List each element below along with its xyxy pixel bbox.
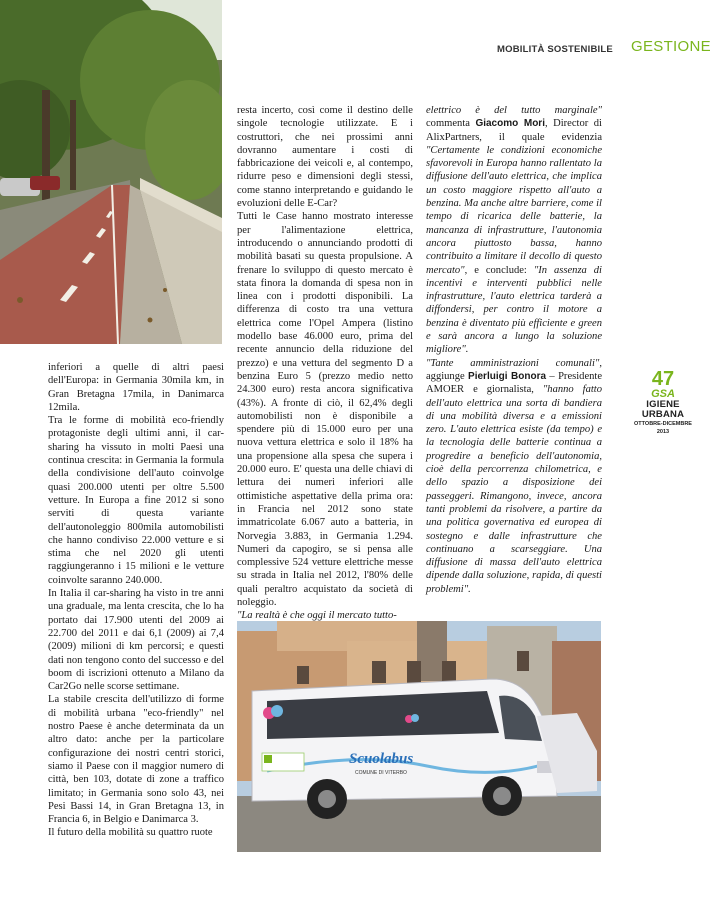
text-column-1 <box>48 361 224 840</box>
quote-text: elettrico è del tutto marginale" <box>426 105 602 116</box>
quote-text: "In assenza di incentivi e interventi pubblici nelle infrastrutture, l'auto elettrica tarderà a diffondersi, per contro il motore a benzina è diventato più efficiente e green e sarà ancora a lungo la soluzione migliore". <box>426 264 602 356</box>
text: , aggiunge <box>426 357 602 382</box>
quote-text: "Tante amministrazioni comunali" <box>426 357 600 369</box>
text: – Presidente AMOER e giornalista, <box>426 370 603 396</box>
quote-text: "hanno fatto dell'auto elettrica una sorta di bandiera di una mobilità diversa e a emissioni zero. L'auto elettrica esiste (da tempo) e la tecnologia delle batterie continua a progredire a beneficio dell'autonomia, cioè della percorrenza chilometrica, e dello spazio a disposizione dei passeggeri. Rimangono, invece, ancora tanti problemi da risolvere, a partire da una politica governativa ed europea di sostegno e dalle infrastrutture che continuano a scarseggiare. Una diffusione di massa dell'auto elettrica dipende dalla soluzione, rapida, di questi problemi". <box>426 384 602 595</box>
quote-text: "La realtà è che oggi il mercato tutto- <box>237 610 397 622</box>
paragraph: Il futuro della mobilità su quattro ruote <box>48 827 213 839</box>
section-label: MOBILITÀ SOSTENIBILE <box>497 44 613 55</box>
category-label: GESTIONE <box>631 38 711 55</box>
text-column-3 <box>426 104 602 596</box>
bike-lane-photo <box>0 0 222 344</box>
text: , Director di AlixPartners, il quale evidenzia <box>426 118 602 143</box>
page-badge <box>628 370 698 436</box>
paragraph: La stabile crescita dell'utilizzo di forme di mobilità urbana "eco-friendly" nel nostro Paese è anche determinata da un altro dato: anche per la particolare configurazione dei nostri centri storici, siamo il Paese con il maggior numero di città, ben 103, dotate di zone a traffico limitato; in Germania sono solo 43, nei Pesi Bassi 14, in Gran Bretagna 13, in Francia 6, in Belgio e Danimarca 3. <box>48 694 224 826</box>
text: , e conclude: <box>464 264 534 276</box>
quote-text: "Certamente le condizioni economiche sfavorevoli in Europa hanno rallentato la diffusione dell'auto elettrica, che implica un costo maggiore rispetto all'auto a benzina. Ma anche altre barriere, come il tempo di ricarica delle batterie, la mancanza di infrastrutture, l'autonomia ancora piuttosto bassa, hanno contribuito a limitare il decollo di questo mercato" <box>426 144 602 276</box>
paragraph: In Italia il car-sharing ha visto in tre anni una graduale, ma lenta crescita, che lo ha portato dai 17.900 utenti del 2009 ai 22.700 del 2011 e dai 6,1 (2009) ai 7,4 (2009) milioni di km percorsi; e questi dati non tengono conto del successo e del boom di iscrizioni ottenuto a Milano da Car2Go nelle scorse settimane. <box>48 588 224 693</box>
school-bus-photo <box>237 621 601 852</box>
person-name: Giacomo Mori <box>475 118 545 130</box>
page-number: 47 <box>651 368 675 390</box>
paragraph: Tutti le Case hanno mostrato interesse per l'alimentazione elettrica, introducendo o annunciando prodotti di mobilità basati su questa propulsione. A frenare lo sviluppo di questo mercato è stata finora la domanda di spesa non in linea con i prodotti disponibili. La differenza di costo tra una vettura elettrica come l'Opel Ampera (listino modello base 46.000 euro, prima del recente annuncio della riduzione del prezzo) e una vettura del segmento D a benzina Euro 5 (prezzo medio netto 24.300 euro) resta ancora significativa (43%). A fronte di ciò, il 62,4% degli automobilisti non è disponibile a spendere più di 15.000 euro per una nuova vettura elettrica e solo il 18% ha una propensione alla spesa che supera i 20.000 euro. E' questa una delle chiavi di lettura dei numeri inferiori alle ottimistiche aspettative della prima ora: in Francia nel 2012 sono state immatricolate 6.067 auto a batteria, in Norvegia 3.883, in Germania 1.294. Numeri da capogiro, se si pensa alle complessive 524 vetture elettriche messe su strada in Italia nel 2012, l'80% delle quali peraltro acquistato da società di noleggio. <box>237 211 413 608</box>
person-name: Pierluigi Bonora <box>468 370 547 382</box>
text: commenta <box>426 118 476 130</box>
paragraph <box>426 104 602 357</box>
brand-logo: GSA <box>651 388 675 400</box>
paragraph <box>426 357 602 596</box>
paragraph: inferiori a quelle di altri paesi dell'Europa: in Germania 30mila km, in Gran Bretagna 17mila, in Danimarca 12mila. <box>48 362 224 413</box>
text-column-2 <box>237 104 413 623</box>
paragraph: Tra le forme di mobilità eco-friendly protagoniste degli ultimi anni, il car-sharing ha vissuto in molti Paesi una continua crescita: in Germania la formula della condivisione dell'auto coinvolge quasi 200.000 utenti per oltre 5.500 vetture. In Europa a fine 2012 si sono serviti di questa variante dell'autonoleggio 800mila automobilisti che hanno condiviso 22.000 vetture e si stima che nel 2020 gli utenti raggiungeranno i 15 milioni e le vetture coinvolte saranno 240.000. <box>48 415 224 586</box>
magazine-name: IGIENE URBANA <box>641 399 685 420</box>
paragraph: resta incerto, così come il destino delle singole tecnologie utilizzate. E i costruttori, che nei prossimi anni dovranno aumentare i costi di fabbricazione dei veicoli e, al contempo, ridurre peso e dimensioni degli stessi, come stanno interpretando e guidando le evoluzioni delle E-Car? <box>237 105 413 210</box>
issue-date: OTTOBRE-DICEMBRE 2013 <box>634 421 692 435</box>
bus-sign-subtitle: COMUNE DI VITERBO <box>355 770 407 776</box>
bus-sign-name: Scuolabus <box>349 751 414 767</box>
